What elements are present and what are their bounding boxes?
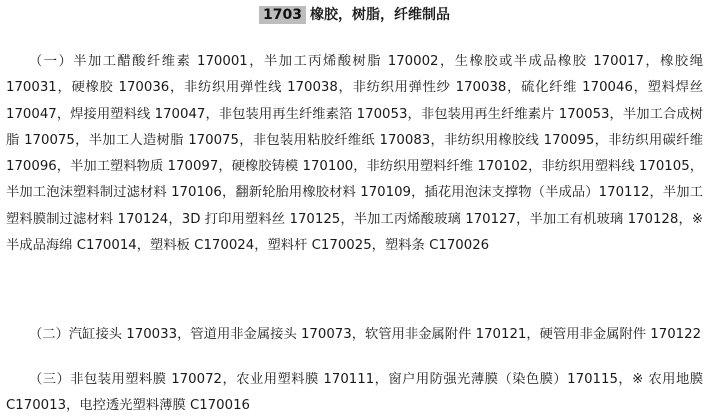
paragraph-group-3: （三）非包装用塑料膜 170072，农业用塑料膜 170111，窗户用防强光薄膜（染色膜）170115，※ 农用地膜 C170013，电控透光塑料薄膜 C170016: [6, 372, 703, 414]
class-code: 1703: [259, 6, 306, 24]
class-title: 橡胶，树脂，纤维制品: [309, 6, 450, 23]
section-header: [0, 4, 709, 24]
paragraph-group-1: （一）半加工醋酸纤维素 170001，半加工丙烯酸树脂 170002，生橡胶或半成品橡胶 170017，橡胶绳 170031，硬橡胶 170036，非纺织用弹性线 170038，非纺织用弹性纱 170038，硫化纤维 170046，塑料焊丝 170047，焊接用塑料线 170047，非包装用再生纤维素箔 170053，非包装用再生纤维素片 170053，半加工合成树脂 170075，半加工人造树脂 170075，非包装用粘胶纤维纸 170083，非纺织用橡胶线 170095，非纺织用碳纤维 170096，半加工塑料物质 170097，硬橡胶铸模 170100，非纺织用塑料纤维 170102，非纺织用塑料线 170105，半加工泡沫塑料制过滤材料 170106，翻新轮胎用橡胶材料 170109，插花用泡沫支撑物（半成品）170112，半加工塑料膜制过滤材料 170124，3D 打印用塑料丝 170125，半加工丙烯酸玻璃 170127，半加工有机玻璃 170128，※ 半成品海绵 C170014，塑料板 C170024，塑料杆 C170025，塑料条 C170026: [6, 54, 703, 254]
paragraph-group-2: （二）汽缸接头 170033，管道用非金属接头 170073，软管用非金属附件 170121，硬管用非金属附件 170122: [29, 327, 702, 342]
